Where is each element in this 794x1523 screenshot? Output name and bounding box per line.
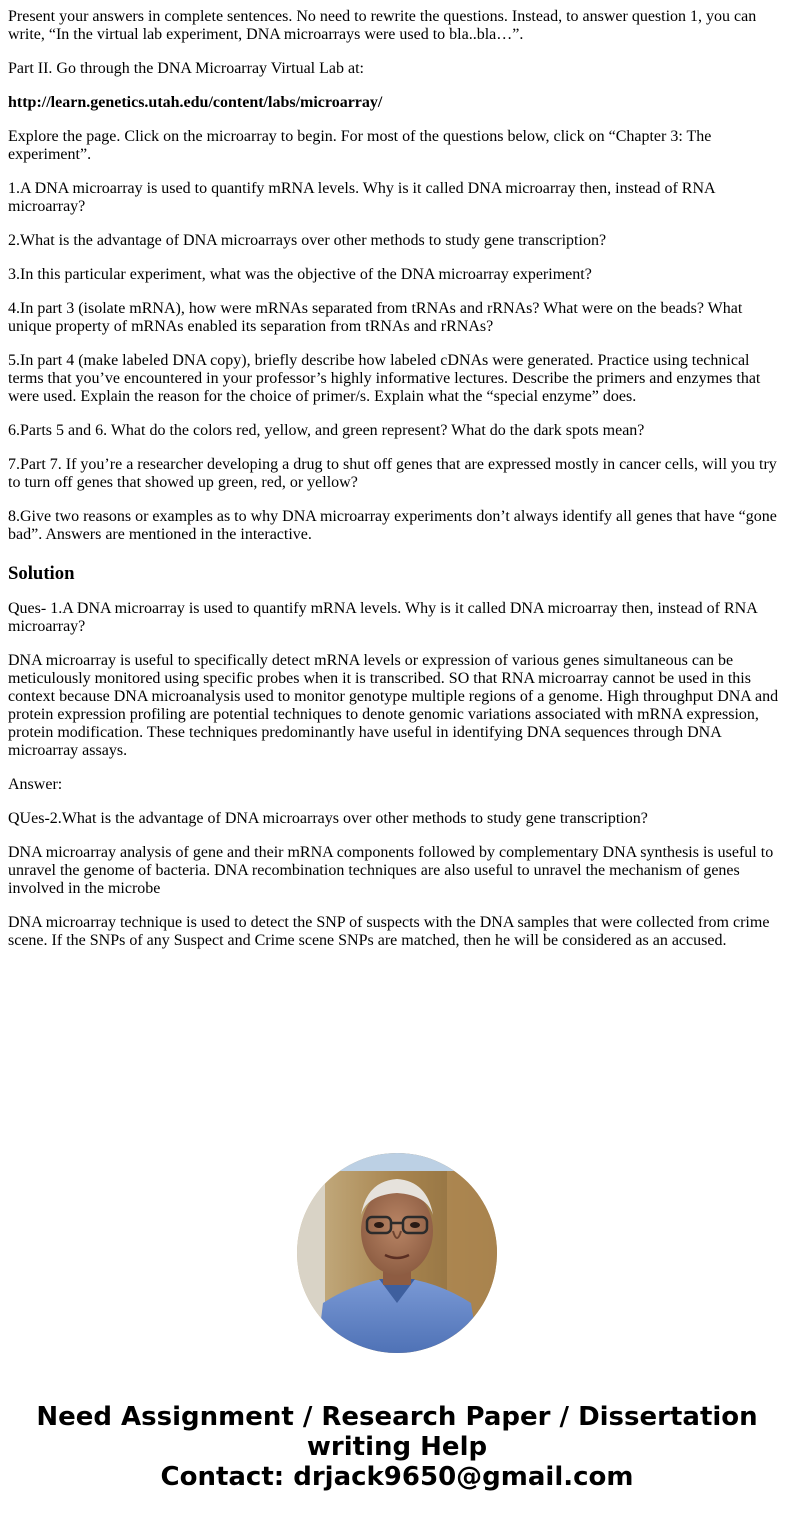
question-6: 6.Parts 5 and 6. What do the colors red, yellow, and green represent? What do the dark spots mean?	[8, 422, 645, 439]
solution-answer-2: DNA microarray analysis of gene and their mRNA components followed by complementary DNA synthesis is useful to unravel the genome of bacteria. DNA recombination techniques are also useful to unravel the mechanism of genes involved in the microbe	[8, 844, 774, 897]
explore-paragraph: Explore the page. Click on the microarray to begin. For most of the questions below, click on “Chapter 3: The experiment”.	[8, 128, 712, 163]
footer-contact: Contact: drjack9650@gmail.com	[160, 1462, 634, 1492]
question-8: 8.Give two reasons or examples as to why DNA microarray experiments don’t always identify all genes that have “gone bad”. Answers are mentioned in the interactive.	[8, 508, 777, 543]
footer-line-2: writing Help	[306, 1432, 488, 1462]
question-3: 3.In this particular experiment, what was the objective of the DNA microarray experiment?	[8, 266, 592, 283]
solution-answer-2b: DNA microarray technique is used to detect the SNP of suspects with the DNA samples that were collected from crime scene. If the SNPs of any Suspect and Crime scene SNPs are matched, then he will be considered as an accused.	[8, 914, 770, 949]
part-two-heading: Part II. Go through the DNA Microarray Virtual Lab at:	[8, 60, 364, 77]
footer-banner	[0, 1402, 794, 1492]
avatar-portrait	[297, 1153, 497, 1353]
question-4: 4.In part 3 (isolate mRNA), how were mRNAs separated from tRNAs and rRNAs? What were on the beads? What unique property of mRNAs enabled its separation from tRNAs and rRNAs?	[8, 300, 743, 335]
lab-url[interactable]: http://learn.genetics.utah.edu/content/labs/microarray/	[8, 94, 383, 111]
question-2: 2.What is the advantage of DNA microarrays over other methods to study gene transcription?	[8, 232, 607, 249]
document-body	[8, 8, 784, 966]
solution-question-1: Ques- 1.A DNA microarray is used to quantify mRNA levels. Why is it called DNA microarray then, instead of RNA microarray?	[8, 600, 757, 635]
solution-question-2: QUes-2.What is the advantage of DNA microarrays over other methods to study gene transcription?	[8, 810, 648, 827]
solution-heading: Solution	[8, 563, 75, 584]
answer-label: Answer:	[8, 776, 63, 793]
question-5: 5.In part 4 (make labeled DNA copy), briefly describe how labeled cDNAs were generated. Practice using technical terms that you’ve encountered in your professor’s highly informative lectures. Describe the primers and enzymes that were used. Explain the reason for the choice of primer/s. Explain what the “special enzyme” does.	[8, 352, 761, 405]
question-1: 1.A DNA microarray is used to quantify mRNA levels. Why is it called DNA microarray then, instead of RNA microarray?	[8, 180, 715, 215]
author-avatar	[297, 1153, 497, 1353]
footer-line-1: Need Assignment / Research Paper / Dissertation	[36, 1402, 758, 1432]
question-7: 7.Part 7. If you’re a researcher developing a drug to shut off genes that are expressed mostly in cancer cells, will you try to turn off genes that showed up green, red, or yellow?	[8, 456, 777, 491]
solution-answer-1: DNA microarray is useful to specifically detect mRNA levels or expression of various genes simultaneous can be meticulously monitored using specific probes when it is transcribed. SO that RNA microarray cannot be used in this context because DNA microanalysis used to monitor genotype multiple regions of a genome. High throughput DNA and protein expression profiling are potential techniques to denote genomic variations associated with mRNA expression, protein modification. These techniques predominantly have useful in identifying DNA sequences through DNA microarray assays.	[8, 652, 779, 759]
intro-paragraph: Present your answers in complete sentences. No need to rewrite the questions. Instead, to answer question 1, you can write, “In the virtual lab experiment, DNA microarrays were used to bla..bla…”.	[8, 8, 757, 43]
